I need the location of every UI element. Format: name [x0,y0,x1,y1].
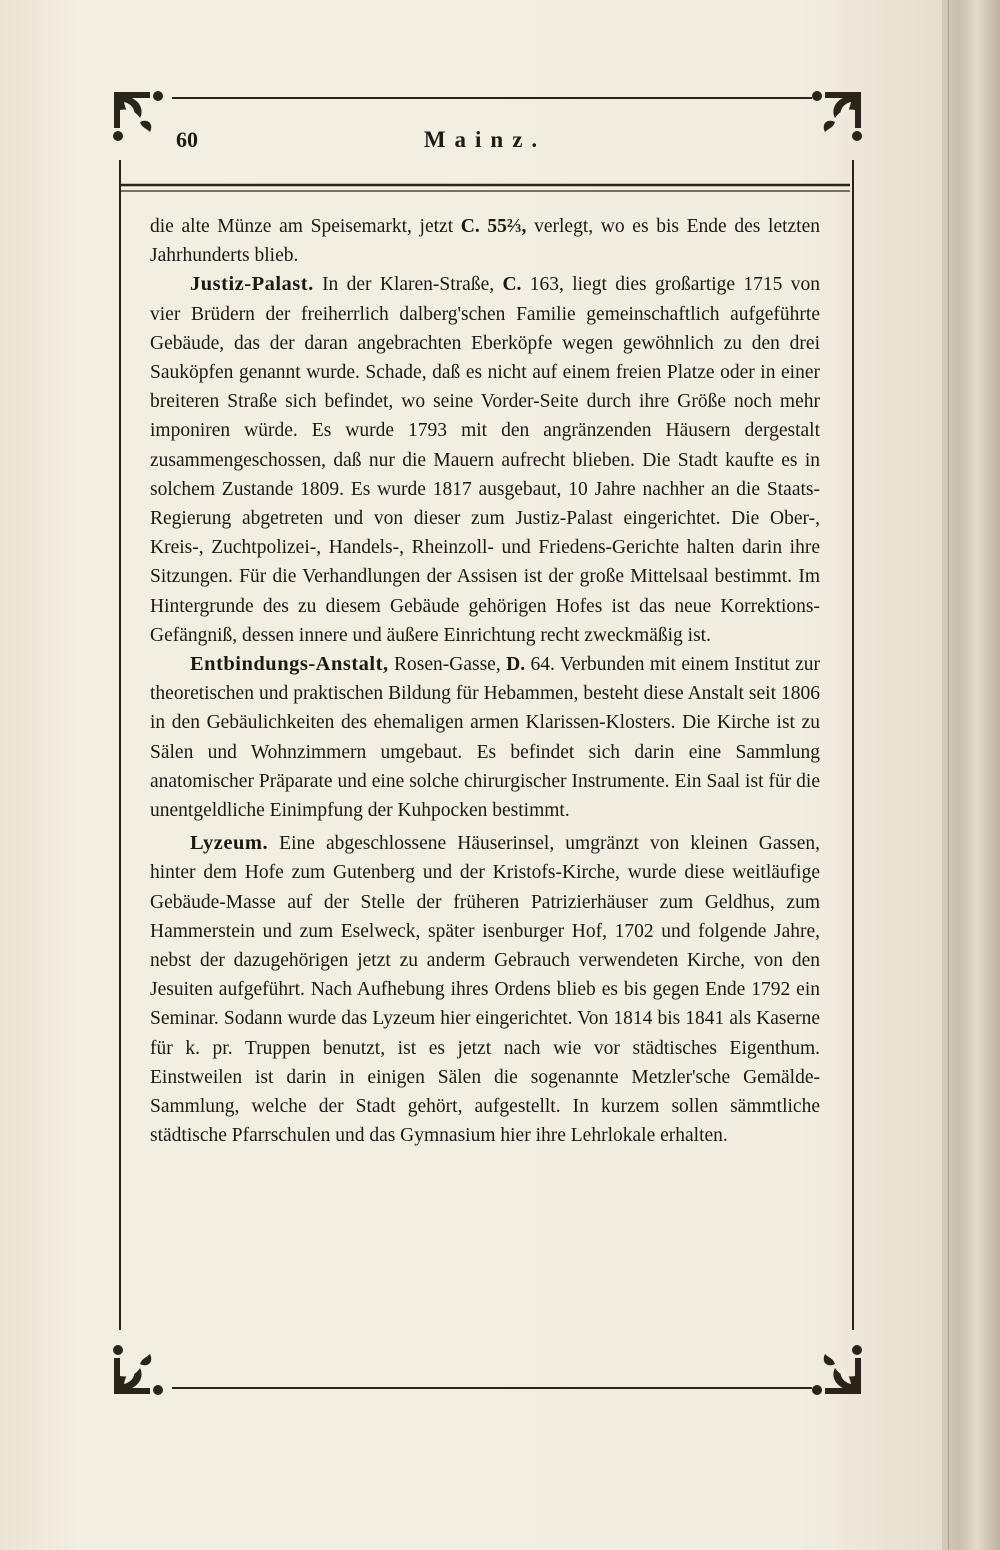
page-number: 60 [176,127,198,152]
page-header [120,127,850,159]
entry-heading: Lyzeum. [190,832,269,855]
entry-entbindungs-anstalt: Entbindungs-Anstalt, Rosen-Gasse, D. 64. Verbunden mit einem Institut zur theoretischen und praktischen Bildung für Hebammen, besteht diese Anstalt seit 1806 in den Gebäulichkeiten des ehemaligen armen Klarissen-Klosters. Die Kirche ist zu Sälen und Wohnzimmern umgebaut. Es befindet sich darin eine Sammlung anatomischer Präparate und eine solche chirurgischer Instrumente. Ein Saal ist für die unentgeldliche Einimpfung der Kuhpocken bestimmt. [150,653,820,822]
entry-heading: Entbindungs-Anstalt, [190,653,389,676]
corner-ornament-bottom-right [812,1345,862,1395]
page-body [150,212,820,1151]
address-ref: D. [506,654,526,676]
running-head: Mainz. [423,127,547,152]
paragraph-intro: die alte Münze am Speisemarkt, jetzt C. 55⅔, verlegt, wo es bis Ende des letzten Jahrhunderts blieb. [150,216,820,267]
entry-justiz-palast: Justiz-Palast. In der Klaren-Straße, C. 163, liegt dies großartige 1715 von vier Brüdern der freiherrlich dalberg'schen Familie gemeinschaftlich aufgeführte Gebäude, das der daran angebrachten Eberköpfe wegen gewöhnlich zu den drei Sauköpfen genannt wurde. Schade, daß es nicht auf einem freien Platze oder in einer breiteren Straße sich befindet, wo seine Vorder-Seite durch ihre Größe noch mehr imponiren würde. Es wurde 1793 mit den angränzenden Häusern dergestalt zusammengeschossen, daß nur die Mauern aufrecht blieben. Die Stadt kaufte es in solchem Zustande 1809. Es wurde 1817 ausgebaut, 10 Jahre nachher an die Staats-Regierung abgetreten und von dieser zum Justiz-Palast eingerichtet. Die Ober-, Kreis-, Zuchtpolizei-, Handels-, Rheinzoll- und Friedens-Gerichte halten darin ihre Sitzungen. Für die Verhandlungen der Assisen ist der große Mittelsaal bestimmt. Im Hintergrunde des zu diesem Gebäude gehörigen Hofes ist das neue Korrektions-Gefängniß, dessen innere und äußere Einrichtung recht zweckmäßig ist. [150,273,820,646]
entry-heading: Justiz-Palast. [190,273,314,296]
address-ref: C. [502,274,522,296]
corner-ornament-bottom-left [113,1345,163,1395]
address-ref: C. 55⅔, [460,216,527,237]
entry-lyzeum: Lyzeum. Eine abgeschlossene Häuserinsel, umgränzt von kleinen Gassen, hinter dem Hofe zum Gutenberg und der Kristofs-Kirche, wurde diese weitläufige Gebäude-Masse auf der Stelle der früheren Patrizierhäuser zum Geldhus, zum Hammerstein und zum Eselweck, später isenburger Hof, 1702 und folgende Jahre, nebst der dazugehörigen jetzt zu anderm Gebrauch verwendeten Kirche, von den Jesuiten aufgeführt. Nach Aufhebung ihres Ordens blieb es bis gegen Ende 1792 ein Seminar. Sodann wurde das Lyzeum hier eingerichtet. Von 1814 bis 1841 als Kaserne für k. pr. Truppen benutzt, ist es jetzt nach wie vor städtisches Eigenthum. Einstweilen ist darin in einigen Sälen die sogenannte Metzler'sche Gemälde-Sammlung, welche der Stadt gehört, aufgestellt. In kurzem sollen sämmtliche städtische Pfarrschulen und das Gymnasium hier ihre Lehrlokale erhalten. [150,832,820,1147]
